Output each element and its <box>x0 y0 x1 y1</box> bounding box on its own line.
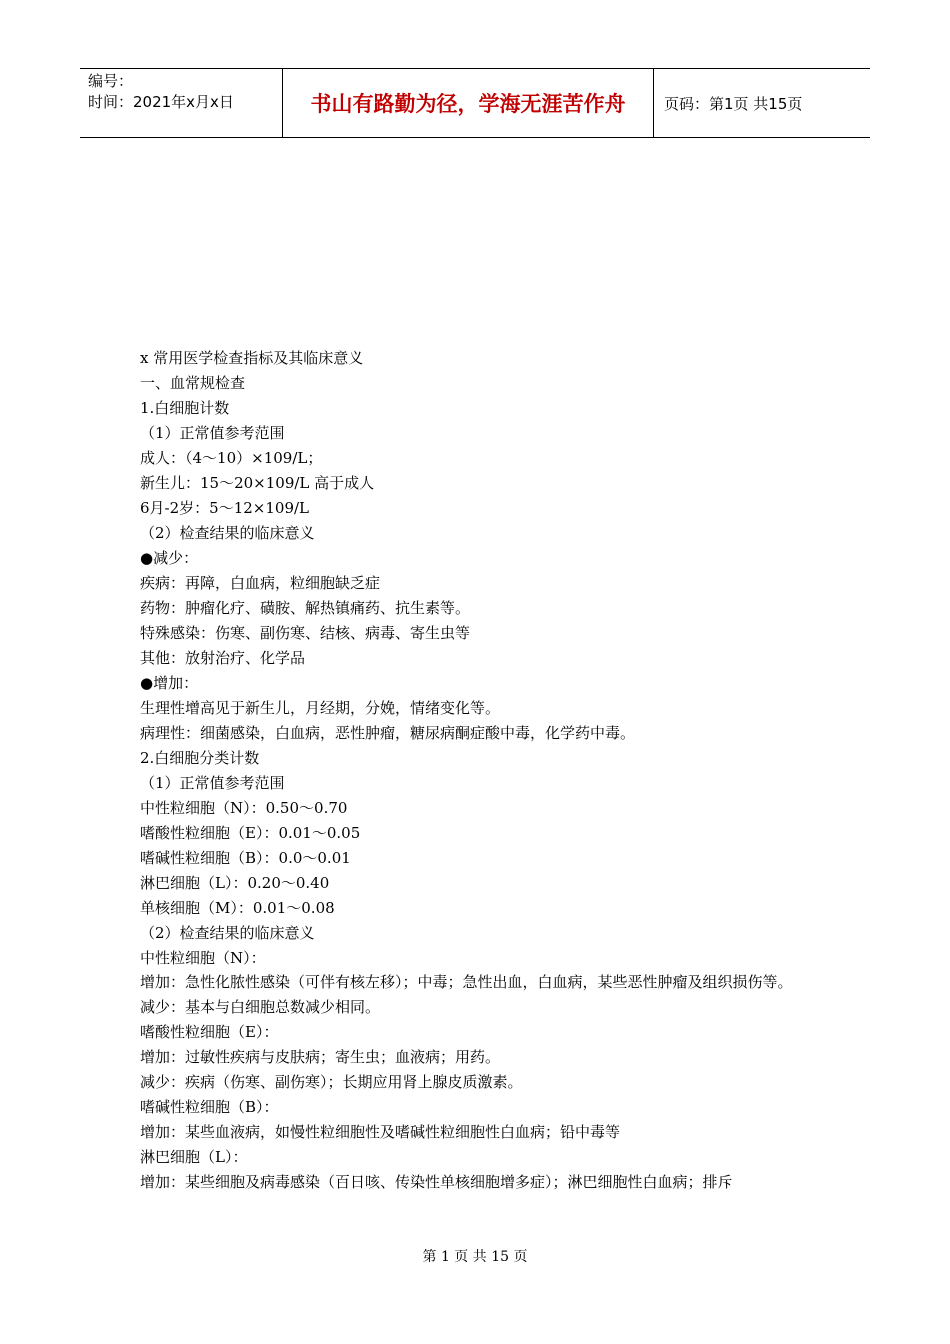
body-line: 疾病：再障，白血病，粒细胞缺乏症 <box>140 574 381 592</box>
header-motto: 书山有路勤为径，学海无涯苦作舟 <box>282 69 654 137</box>
body-line: 其他：放射治疗、化学品 <box>140 649 306 667</box>
document-body <box>140 346 820 1195</box>
body-line: 增加：急性化脓性感染（可伴有核左移）；中毒；急性出血，白血病，某些恶性肿瘤及组织损伤等。 <box>140 973 793 991</box>
body-line: 新生儿：15～20×109/L 高于成人 <box>140 474 375 492</box>
body-line: （1）正常值参考范围 <box>140 774 285 792</box>
body-line: 病理性：细菌感染，白血病，恶性肿瘤，糖尿病酮症酸中毒，化学药中毒。 <box>140 724 636 742</box>
document-time-label: 时间：2021年x月x日 <box>88 93 234 111</box>
body-line: 淋巴细胞（L）： <box>140 1148 248 1166</box>
document-title: x 常用医学检查指标及其临床意义 <box>140 349 364 367</box>
body-line: 生理性增高见于新生儿，月经期，分娩，情绪变化等。 <box>140 699 501 717</box>
body-line: 成人：（4～10）×109/L； <box>140 449 323 467</box>
section-heading: 一、血常规检查 <box>140 374 246 392</box>
subsection-heading: 1.白细胞计数 <box>140 399 230 417</box>
page-footer: 第 1 页 共 15 页 <box>422 1249 528 1265</box>
body-line: 增加：某些细胞及病毒感染（百日咳、传染性单核细胞增多症）；淋巴细胞性白血病；排斥 <box>140 1173 733 1191</box>
body-line: （1）正常值参考范围 <box>140 424 285 442</box>
body-line: 增加：过敏性疾病与皮肤病；寄生虫；血液病；用药。 <box>140 1048 501 1066</box>
body-line: 药物：肿瘤化疗、磺胺、解热镇痛药、抗生素等。 <box>140 599 471 617</box>
body-line: 增加：某些血液病，如慢性粒细胞性及嗜碱性粒细胞性白血病；铅中毒等 <box>140 1123 621 1141</box>
body-line: 嗜酸性粒细胞（E）： <box>140 1023 279 1041</box>
body-line: 特殊感染：伤寒、副伤寒、结核、病毒、寄生虫等 <box>140 624 471 642</box>
body-line: 嗜酸性粒细胞（E）：0.01～0.05 <box>140 824 361 842</box>
body-line: 6月-2岁：5～12×109/L <box>140 499 309 517</box>
body-line: 中性粒细胞（N）：0.50～0.70 <box>140 799 348 817</box>
header-meta <box>80 69 282 137</box>
body-line: 嗜碱性粒细胞（B）：0.0～0.01 <box>140 849 351 867</box>
body-line: ●增加： <box>140 674 199 692</box>
body-line: 单核细胞（M）：0.01～0.08 <box>140 899 335 917</box>
page-header <box>80 68 870 138</box>
body-line: 中性粒细胞（N）： <box>140 949 266 967</box>
body-line: 减少：疾病（伤寒、副伤寒）；长期应用肾上腺皮质激素。 <box>140 1073 523 1091</box>
body-line: 淋巴细胞（L）：0.20～0.40 <box>140 874 330 892</box>
header-page-info: 页码：第1页 共15页 <box>664 94 803 113</box>
body-line: 减少：基本与白细胞总数减少相同。 <box>140 998 381 1016</box>
body-line: 嗜碱性粒细胞（B）： <box>140 1098 279 1116</box>
subsection-heading: 2.白细胞分类计数 <box>140 749 260 767</box>
body-line: （2）检查结果的临床意义 <box>140 524 315 542</box>
body-line: ●减少： <box>140 549 199 567</box>
document-number-label: 编号： <box>88 72 134 90</box>
body-line: （2）检查结果的临床意义 <box>140 924 315 942</box>
